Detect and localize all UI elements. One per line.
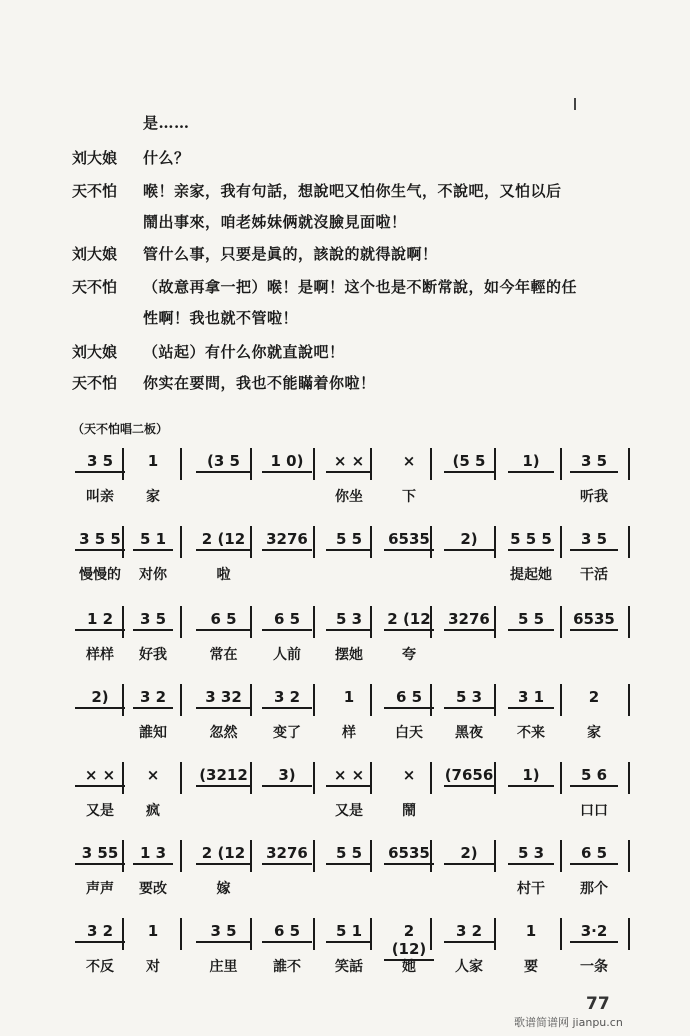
score-cue: （天不怕唱二板） [72, 422, 169, 436]
note-group: 5 1 [133, 530, 173, 551]
site-watermark: 歌谱简谱网 jianpu.cn [514, 1016, 623, 1029]
bar-line [313, 762, 315, 794]
note-group: 3·2 [570, 922, 618, 943]
note-group: 3 5 [133, 610, 173, 631]
note-group: 3 2 [133, 688, 173, 709]
note-group: 1 3 [133, 844, 173, 865]
note-group: 6535 [384, 844, 434, 865]
note-group: 2 (12 [384, 610, 434, 631]
bar-line [494, 840, 496, 872]
note-group: 3 55 [75, 844, 125, 865]
lyric: 不反 [86, 959, 114, 975]
note-group: 5 5 [326, 844, 372, 865]
note-group: 5 3 [508, 844, 554, 865]
note-group: 3 5 5 [75, 530, 125, 551]
note-group: 3276 [262, 844, 312, 865]
bar-line [494, 526, 496, 558]
lyric: 村干 [517, 881, 545, 897]
bar-line [180, 526, 182, 558]
note-group: 3 2 [444, 922, 494, 943]
speech-line: 鬧出事來，咱老姊妹俩就沒臉見面啦！ [143, 213, 407, 231]
note-group: 1 [525, 922, 537, 940]
lyric: 提起她 [510, 567, 552, 583]
lyric: 笑話 [335, 959, 363, 975]
note-group: 2 (12) [384, 922, 434, 961]
note-group: 1 0) [262, 452, 312, 473]
bar-line [560, 762, 562, 794]
note-group: (3 5 [196, 452, 251, 473]
note-group: 3 5 [75, 452, 125, 473]
note-group: 5 3 [326, 610, 372, 631]
note-group: 6 5 [384, 688, 434, 709]
speaker-name: 天不怕 [72, 278, 118, 296]
note-group: × [146, 766, 160, 784]
note-group: 5 5 [326, 530, 372, 551]
lyric: 疯 [146, 803, 160, 819]
bar-line [313, 526, 315, 558]
lyric: 鬧 [402, 803, 416, 819]
lyric: 样 [342, 725, 356, 741]
lyric: 对 [146, 959, 160, 975]
lyric: 听我 [580, 489, 608, 505]
bar-line [560, 606, 562, 638]
speaker-name: 天不怕 [72, 374, 118, 392]
lyric: 忽然 [209, 725, 238, 741]
bar-line [494, 762, 496, 794]
bar-line [180, 606, 182, 638]
lyric: 庄里 [209, 959, 238, 975]
speaker-name: 刘大娘 [72, 343, 118, 361]
note-group: (3212 [196, 766, 251, 787]
note-group: 5 3 [444, 688, 494, 709]
bar-line [628, 526, 630, 558]
note-group: (7656 [444, 766, 494, 787]
note-group: 3 5 [570, 530, 618, 551]
note-group: 3276 [262, 530, 312, 551]
lyric: 人前 [273, 647, 301, 663]
lyric: 家 [587, 725, 601, 741]
page-number: 77 [586, 994, 610, 1014]
speech-line: 性啊！我也就不管啦！ [143, 309, 299, 327]
note-group: 1 [343, 688, 355, 706]
note-group: 5 6 [570, 766, 618, 787]
lyric: 常在 [209, 647, 238, 663]
note-group: 6 5 [262, 922, 312, 943]
lyric: 啦 [216, 567, 231, 583]
lyric: 慢慢的 [79, 567, 121, 583]
speech-line: （站起）有什么你就直說吧！ [143, 343, 345, 361]
lyric: 叫亲 [86, 489, 114, 505]
speaker-name: 天不怕 [72, 182, 118, 200]
note-group: 1 2 [75, 610, 125, 631]
lyric: 白天 [395, 725, 423, 741]
note-group: 6535 [570, 610, 618, 631]
lyric: 一条 [580, 959, 608, 975]
note-group: 6 5 [196, 610, 251, 631]
lyric: 嫁 [216, 881, 231, 897]
bar-line [628, 448, 630, 480]
lyric: 又是 [86, 803, 114, 819]
bar-line [313, 840, 315, 872]
lyric: 又是 [335, 803, 363, 819]
note-group: 2) [75, 688, 125, 709]
note-group: 3276 [444, 610, 494, 631]
note-group: 3 2 [75, 922, 125, 943]
lyric: 干活 [580, 567, 608, 583]
note-group: 6535 [384, 530, 434, 551]
speaker-name: 刘大娘 [72, 245, 118, 263]
lyric: 样样 [86, 647, 114, 663]
note-group: 6 5 [570, 844, 618, 865]
bar-line [313, 918, 315, 950]
speech-line: 管什么事，只要是眞的，該說的就得說啊！ [143, 245, 438, 263]
bar-line [494, 918, 496, 950]
note-group: 3) [262, 766, 312, 787]
lyric: 誰不 [273, 959, 301, 975]
lyric: 对你 [139, 567, 167, 583]
note-group: 6 5 [262, 610, 312, 631]
lyric: 声声 [86, 881, 114, 897]
bar-line [560, 840, 562, 872]
speech-line: 是…… [143, 114, 190, 132]
note-group: × [402, 766, 416, 784]
bar-line [628, 684, 630, 716]
note-group: × [402, 452, 416, 470]
lyric: 黑夜 [455, 725, 483, 741]
speech-line: 喉！亲家，我有句話，想說吧又怕你生气，不說吧，又怕以后 [143, 182, 562, 200]
note-group: 3 5 [570, 452, 618, 473]
speaker-name: 刘大娘 [72, 149, 118, 167]
bar-line [313, 606, 315, 638]
bar-line [494, 606, 496, 638]
bar-line [494, 448, 496, 480]
lyric: 她 [402, 959, 416, 975]
note-group: 3 5 [196, 922, 251, 943]
lyric: 家 [146, 489, 160, 505]
lyric: 口口 [580, 803, 608, 819]
lyric: 下 [402, 489, 416, 505]
note-group: 1) [508, 766, 554, 787]
lyric: 摆她 [335, 647, 363, 663]
note-group: 3 2 [262, 688, 312, 709]
note-group: 1 [147, 922, 159, 940]
note-group: × × [326, 452, 372, 473]
bar-line [628, 840, 630, 872]
bar-line [180, 448, 182, 480]
note-group: 2 (12 [196, 844, 251, 865]
bar-line [628, 606, 630, 638]
lyric: 那个 [580, 881, 608, 897]
speech-line: 什么？ [143, 149, 190, 167]
bar-line [313, 684, 315, 716]
note-group: 1) [508, 452, 554, 473]
note-group: 3 32 [196, 688, 251, 709]
note-group: 2 (12 [196, 530, 251, 551]
note-group: 2 [588, 688, 600, 706]
bar-line [180, 918, 182, 950]
bar-line [560, 448, 562, 480]
lyric: 人家 [455, 959, 483, 975]
bar-line [180, 840, 182, 872]
lyric: 誰知 [139, 725, 167, 741]
lyric: 变了 [273, 725, 301, 741]
speech-line: 你实在要問，我也不能瞞着你啦！ [143, 374, 376, 392]
bar-line [560, 526, 562, 558]
bar-line [180, 684, 182, 716]
note-group: × × [75, 766, 125, 787]
note-group: 1 [147, 452, 159, 470]
note-group: 3 1 [508, 688, 554, 709]
note-group: 5 5 [508, 610, 554, 631]
lyric: 要改 [139, 881, 167, 897]
bar-line [180, 762, 182, 794]
lyric: 你坐 [335, 489, 363, 505]
tick-mark [574, 98, 576, 110]
speech-line: （故意再拿一把）喉！是啊！这个也是不断常說，如今年輕的任 [143, 278, 578, 296]
bar-line [313, 448, 315, 480]
bar-line [628, 918, 630, 950]
bar-line [494, 684, 496, 716]
bar-line [560, 684, 562, 716]
bar-line [628, 762, 630, 794]
note-group: 2) [444, 844, 494, 865]
lyric: 夸 [402, 647, 416, 663]
note-group: 5 1 [326, 922, 372, 943]
note-group: (5 5 [444, 452, 494, 473]
lyric: 好我 [139, 647, 167, 663]
note-group: 5 5 5 [508, 530, 554, 551]
note-group: 2) [444, 530, 494, 551]
bar-line [560, 918, 562, 950]
lyric: 要 [524, 959, 538, 975]
note-group: × × [326, 766, 372, 787]
lyric: 不来 [517, 725, 545, 741]
